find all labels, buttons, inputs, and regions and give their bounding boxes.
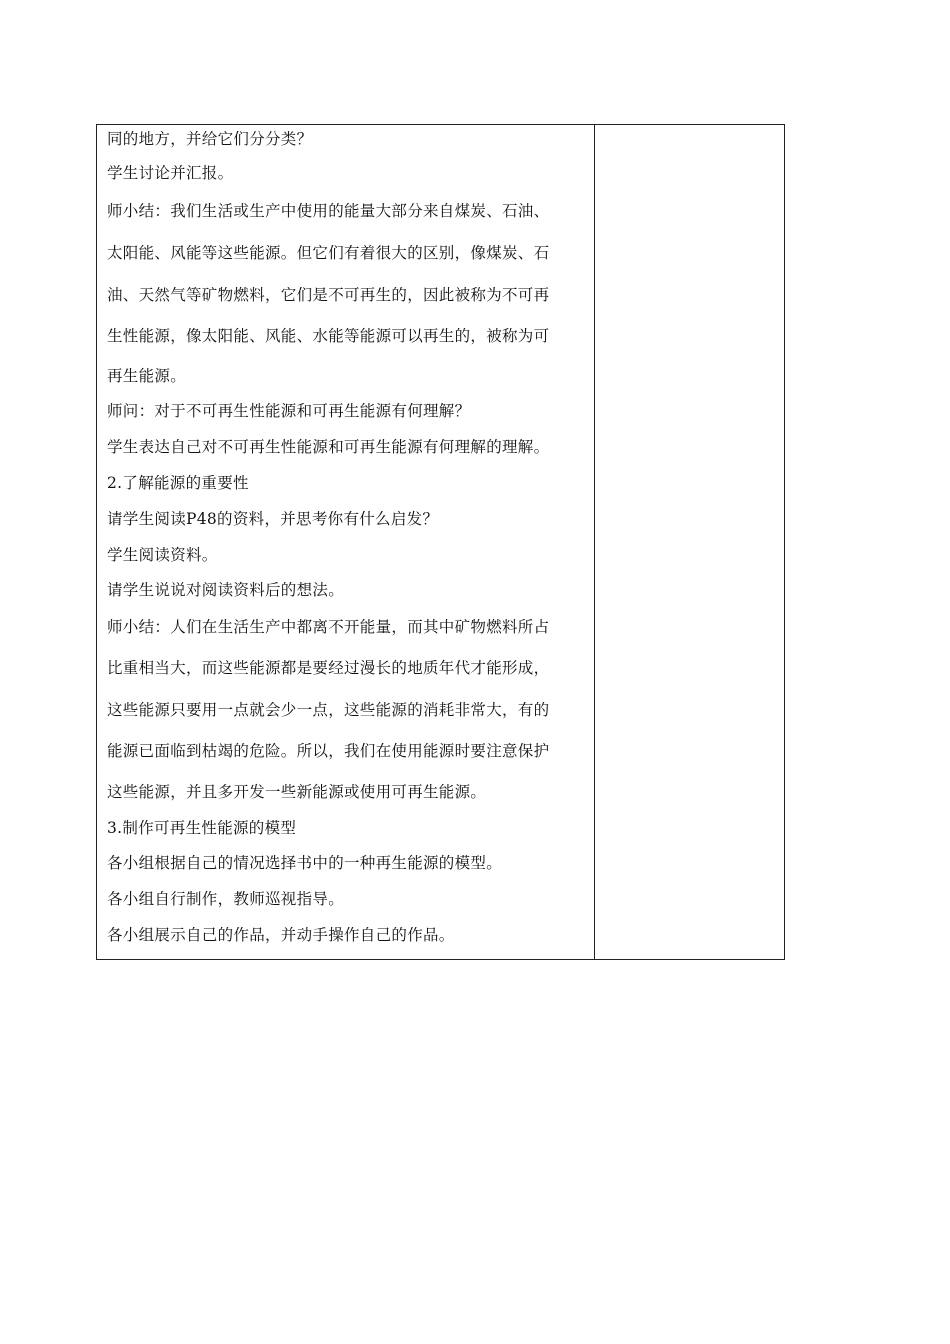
text-line: 学生表达自己对不可再生性能源和可再生能源有何理解的理解。 <box>107 438 550 456</box>
text-line: 师小结：我们生活或生产中使用的能量大部分来自煤炭、石油、 <box>107 202 550 220</box>
text-line: 能源已面临到枯竭的危险。所以，我们在使用能源时要注意保护 <box>107 742 550 760</box>
text-line: 同的地方，并给它们分分类？ <box>107 130 313 148</box>
text-line: 师问：对于不可再生性能源和可再生能源有何理解？ <box>107 402 471 420</box>
text-line: 各小组根据自己的情况选择书中的一种再生能源的模型。 <box>107 854 503 872</box>
text-line: 各小组自行制作，教师巡视指导。 <box>107 890 345 908</box>
lesson-table <box>96 124 785 960</box>
text-line: 太阳能、风能等这些能源。但它们有着很大的区别，像煤炭、石 <box>107 244 550 262</box>
text-line: 学生阅读资料。 <box>107 546 218 564</box>
text-line: 请学生说说对阅读资料后的想法。 <box>107 581 345 599</box>
notes-cell <box>595 125 784 959</box>
text-line: 生性能源，像太阳能、风能、水能等能源可以再生的，被称为可 <box>107 327 550 345</box>
section-heading: 2.了解能源的重要性 <box>107 474 249 492</box>
section-heading: 3.制作可再生性能源的模型 <box>107 819 297 837</box>
text-line: 请学生阅读P48的资料，并思考你有什么启发？ <box>107 510 439 528</box>
text-line: 油、天然气等矿物燃料，它们是不可再生的，因此被称为不可再 <box>107 286 550 304</box>
text-line: 这些能源只要用一点就会少一点，这些能源的消耗非常大，有的 <box>107 701 550 719</box>
text-line: 学生讨论并汇报。 <box>107 164 234 182</box>
text-line: 各小组展示自己的作品，并动手操作自己的作品。 <box>107 926 455 944</box>
text-line: 师小结：人们在生活生产中都离不开能量，而其中矿物燃料所占 <box>107 618 550 636</box>
lesson-content-cell <box>97 125 594 959</box>
text-line: 这些能源，并且多开发一些新能源或使用可再生能源。 <box>107 783 487 801</box>
text-line: 比重相当大，而这些能源都是要经过漫长的地质年代才能形成， <box>107 659 550 677</box>
text-line: 再生能源。 <box>107 367 187 385</box>
